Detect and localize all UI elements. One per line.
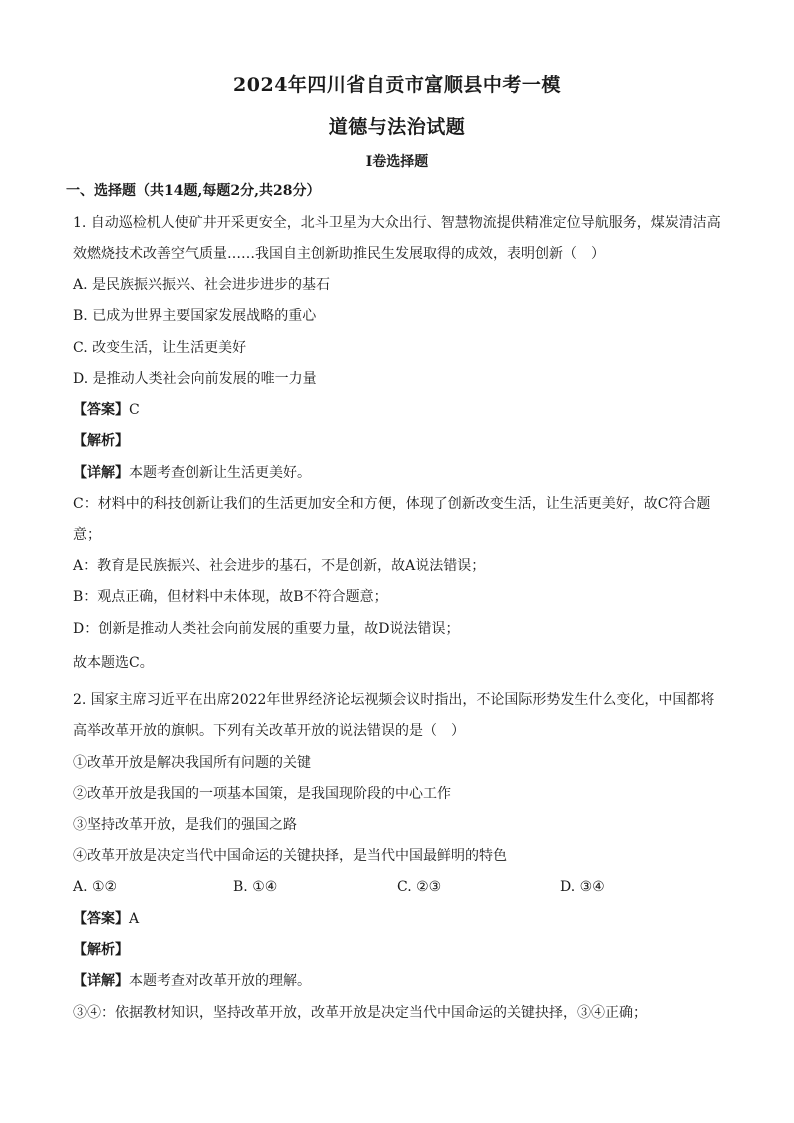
q1-analysis xyxy=(73,432,733,450)
q2-choice-c: C. ②③ xyxy=(397,879,442,895)
q1-stem-line-2: 效燃烧技术改善空气质量……我国自主创新助推民生发展取得的成效，表明创新（ ） xyxy=(73,246,605,262)
q1-option-b: B. 已成为世界主要国家发展战略的重心 xyxy=(73,308,317,324)
q2-choice-a: A. ①② xyxy=(73,879,118,895)
q2-statement-4: ④改革开放是决定当代中国命运的关键抉择，是当代中国最鲜明的特色 xyxy=(73,848,507,864)
exam-subtitle: 道德与法治试题 xyxy=(328,116,466,138)
q1-conclusion: 故本题选C。 xyxy=(73,655,154,671)
detail-label: 【详解】 xyxy=(73,465,129,481)
detail-text: 本题考查创新让生活更美好。 xyxy=(129,465,311,481)
analysis-label: 【解析】 xyxy=(73,942,129,958)
q1-explain-line: 意； xyxy=(73,527,101,543)
q2-analysis xyxy=(73,941,733,959)
q1-option-d: D. 是推动人类社会向前发展的唯一力量 xyxy=(73,371,317,387)
q2-choice-b: B. ①④ xyxy=(233,879,278,895)
analysis-label: 【解析】 xyxy=(73,433,129,449)
q2-choice-d: D. ③④ xyxy=(560,879,605,895)
q1-explain-line: B：观点正确，但材料中未体现，故B不符合题意； xyxy=(73,589,388,605)
answer-label: 【答案】 xyxy=(73,402,129,418)
q2-explain-line: ③④：依据教材知识，坚持改革开放，改革开放是决定当代中国命运的关键抉择，③④正确； xyxy=(73,1005,647,1021)
q1-answer xyxy=(73,401,733,419)
answer-value: C xyxy=(129,402,140,418)
q1-explain-line: C：材料中的科技创新让我们的生活更加安全和方便，体现了创新改变生活，让生活更美好，故C符合题 xyxy=(73,496,711,512)
q1-explain-line: D：创新是推动人类社会向前发展的重要力量，故D说法错误； xyxy=(73,621,460,637)
q2-stem-line-2: 高举改革开放的旗帜。下列有关改革开放的说法错误的是（ ） xyxy=(73,723,465,739)
q2-statement-2: ②改革开放是我国的一项基本国策，是我国现阶段的中心工作 xyxy=(73,786,451,802)
answer-value: A xyxy=(129,911,140,927)
answer-label: 【答案】 xyxy=(73,911,129,927)
section-heading: 一、选择题（共14题,每题2分,共28分） xyxy=(66,183,321,199)
detail-text: 本题考查对改革开放的理解。 xyxy=(129,973,311,989)
q1-detail xyxy=(73,464,733,482)
q2-detail xyxy=(73,972,733,990)
q1-option-c: C. 改变生活，让生活更美好 xyxy=(73,340,247,356)
q1-option-a: A. 是民族振兴振兴、社会进步进步的基石 xyxy=(73,277,331,293)
volume-label: I卷选择题 xyxy=(365,154,429,170)
q1-stem-line-1: 1. 自动巡检机人使矿井开采更安全，北斗卫星为大众出行、智慧物流提供精准定位导航服务，煤炭清洁高 xyxy=(73,215,721,231)
q2-stem-line-1: 2. 国家主席习近平在出席2022年世界经济论坛视频会议时指出，不论国际形势发生什么变化，中国都将 xyxy=(73,692,715,708)
q2-statement-3: ③坚持改革开放，是我们的强国之路 xyxy=(73,817,297,833)
q2-answer xyxy=(73,910,733,928)
exam-title: 2024年四川省自贡市富顺县中考一模 xyxy=(233,74,561,96)
detail-label: 【详解】 xyxy=(73,973,129,989)
q1-explain-line: A：教育是民族振兴、社会进步的基石，不是创新，故A说法错误； xyxy=(73,558,486,574)
q2-statement-1: ①改革开放是解决我国所有问题的关键 xyxy=(73,755,311,771)
